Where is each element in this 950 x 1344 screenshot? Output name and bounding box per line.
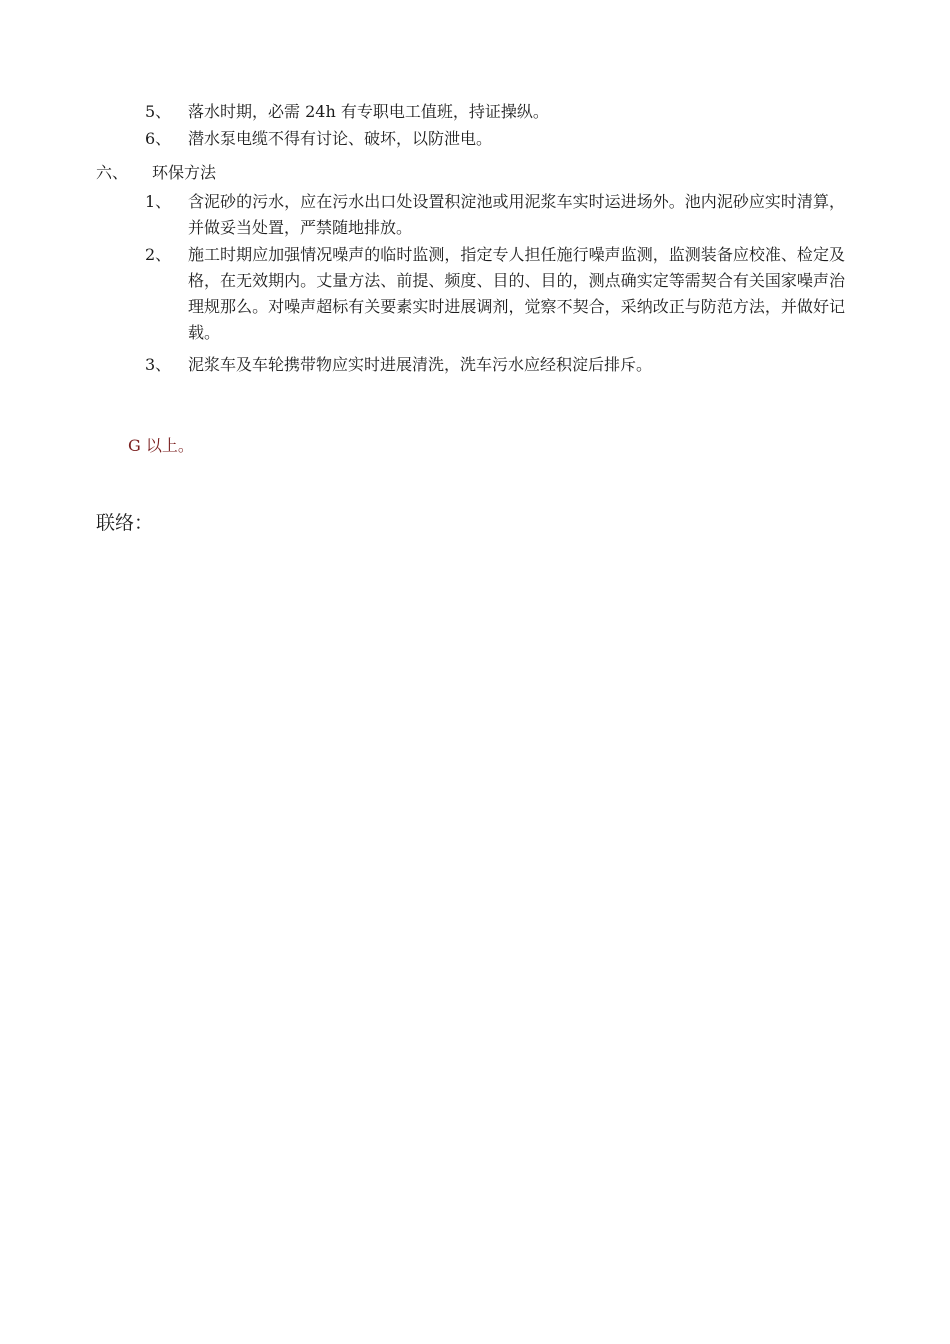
list-item-text: 落水时期，必需 24h 有专职电工值班，持证操纵。 [188, 102, 549, 121]
list-item-text: 施工时期应加强情况噪声的临时监测，指定专人担任施行噪声监测，监测装备应校准、检定及格，在无效期内。丈量方法、前提、频度、目的、目的，测点确实定等需契合有关国家噪声治理规那么。对噪声超标有关要素实时进展调剂，觉察不契合，采纳改正与防范方法，并做好记载。 [188, 245, 845, 342]
section-number: 六、 [96, 163, 129, 182]
list-item-number: 1、 [145, 192, 172, 211]
list-item-text: 含泥砂的污水，应在污水出口处设置积淀池或用泥浆车实时运进场外。池内泥砂应实时清算，并做妥当处置，严禁随地排放。 [188, 192, 845, 237]
list-item-number: 6、 [145, 129, 172, 148]
section-title: 环保方法 [152, 163, 217, 182]
list-item-text: 泥浆车及车轮携带物应实时进展清洗，洗车污水应经积淀后排斥。 [188, 355, 653, 374]
list-item [145, 242, 845, 346]
list-item-number: 5、 [145, 102, 172, 121]
list-item [145, 352, 845, 378]
contact-label: 联络： [96, 512, 154, 534]
list-item [145, 189, 845, 241]
list-item [145, 126, 845, 152]
list-item-text: 潜水泵电缆不得有讨论、破坏，以防泄电。 [188, 129, 493, 148]
list-item-number: 2、 [145, 245, 172, 264]
list-item [145, 99, 845, 125]
section-heading [96, 160, 216, 186]
note-text: G 以上。 [128, 436, 194, 455]
list-item-number: 3、 [145, 355, 172, 374]
